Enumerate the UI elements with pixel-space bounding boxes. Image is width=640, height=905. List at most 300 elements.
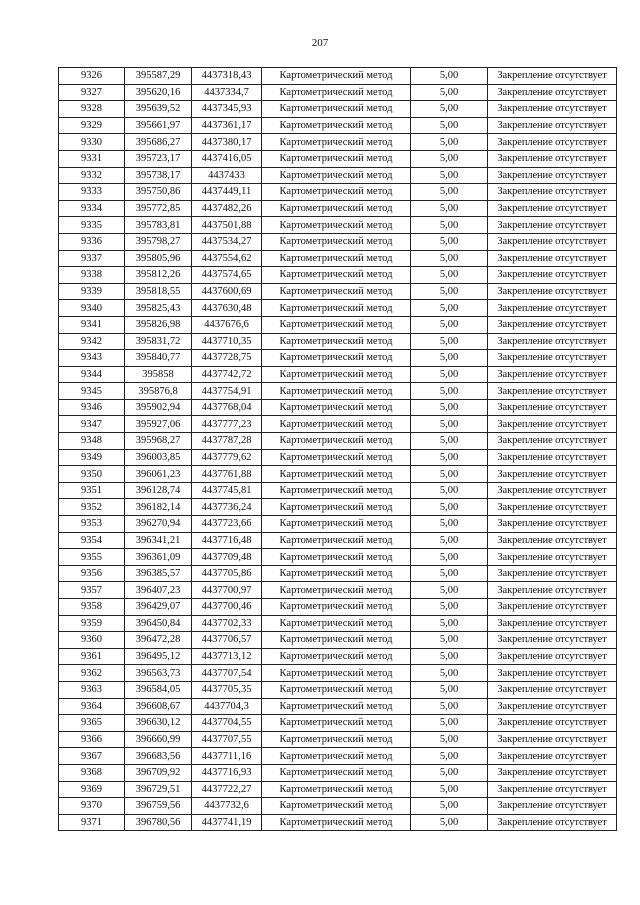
y-coordinate-cell: 4437704,3 xyxy=(192,698,262,715)
accuracy-cell: 5,00 xyxy=(411,134,488,151)
x-coordinate-cell: 396608,67 xyxy=(125,698,192,715)
fixation-cell: Закрепление отсутствует xyxy=(488,101,617,118)
method-cell: Картометрический метод xyxy=(262,217,411,234)
point-number-cell: 9365 xyxy=(59,715,125,732)
x-coordinate-cell: 396407,23 xyxy=(125,582,192,599)
point-number-cell: 9354 xyxy=(59,532,125,549)
accuracy-cell: 5,00 xyxy=(411,316,488,333)
y-coordinate-cell: 4437710,35 xyxy=(192,333,262,350)
point-number-cell: 9345 xyxy=(59,383,125,400)
method-cell: Картометрический метод xyxy=(262,748,411,765)
table-row xyxy=(59,250,617,267)
accuracy-cell: 5,00 xyxy=(411,814,488,831)
y-coordinate-cell: 4437702,33 xyxy=(192,615,262,632)
table-row xyxy=(59,532,617,549)
method-cell: Картометрический метод xyxy=(262,516,411,533)
method-cell: Картометрический метод xyxy=(262,565,411,582)
accuracy-cell: 5,00 xyxy=(411,101,488,118)
table-row xyxy=(59,798,617,815)
method-cell: Картометрический метод xyxy=(262,615,411,632)
table-row xyxy=(59,416,617,433)
y-coordinate-cell: 4437713,12 xyxy=(192,648,262,665)
table-row xyxy=(59,632,617,649)
y-coordinate-cell: 4437534,27 xyxy=(192,233,262,250)
x-coordinate-cell: 395661,97 xyxy=(125,117,192,134)
fixation-cell: Закрепление отсутствует xyxy=(488,599,617,616)
point-number-cell: 9326 xyxy=(59,68,125,85)
method-cell: Картометрический метод xyxy=(262,482,411,499)
accuracy-cell: 5,00 xyxy=(411,449,488,466)
table-row xyxy=(59,217,617,234)
y-coordinate-cell: 4437501,88 xyxy=(192,217,262,234)
accuracy-cell: 5,00 xyxy=(411,250,488,267)
x-coordinate-cell: 395840,77 xyxy=(125,350,192,367)
accuracy-cell: 5,00 xyxy=(411,466,488,483)
x-coordinate-cell: 395818,55 xyxy=(125,283,192,300)
x-coordinate-cell: 395686,27 xyxy=(125,134,192,151)
accuracy-cell: 5,00 xyxy=(411,383,488,400)
table-row xyxy=(59,316,617,333)
table-row xyxy=(59,399,617,416)
accuracy-cell: 5,00 xyxy=(411,764,488,781)
fixation-cell: Закрепление отсутствует xyxy=(488,416,617,433)
y-coordinate-cell: 4437709,48 xyxy=(192,549,262,566)
point-number-cell: 9329 xyxy=(59,117,125,134)
point-number-cell: 9342 xyxy=(59,333,125,350)
point-number-cell: 9337 xyxy=(59,250,125,267)
x-coordinate-cell: 396182,14 xyxy=(125,499,192,516)
fixation-cell: Закрепление отсутствует xyxy=(488,715,617,732)
fixation-cell: Закрепление отсутствует xyxy=(488,316,617,333)
accuracy-cell: 5,00 xyxy=(411,333,488,350)
accuracy-cell: 5,00 xyxy=(411,698,488,715)
accuracy-cell: 5,00 xyxy=(411,184,488,201)
x-coordinate-cell: 395927,06 xyxy=(125,416,192,433)
x-coordinate-cell: 395738,17 xyxy=(125,167,192,184)
accuracy-cell: 5,00 xyxy=(411,615,488,632)
y-coordinate-cell: 4437704,55 xyxy=(192,715,262,732)
table-row xyxy=(59,383,617,400)
table-row xyxy=(59,233,617,250)
point-number-cell: 9358 xyxy=(59,599,125,616)
method-cell: Картометрический метод xyxy=(262,632,411,649)
fixation-cell: Закрепление отсутствует xyxy=(488,748,617,765)
point-number-cell: 9364 xyxy=(59,698,125,715)
method-cell: Картометрический метод xyxy=(262,665,411,682)
y-coordinate-cell: 4437574,65 xyxy=(192,267,262,284)
method-cell: Картометрический метод xyxy=(262,399,411,416)
x-coordinate-cell: 396660,99 xyxy=(125,731,192,748)
x-coordinate-cell: 395805,96 xyxy=(125,250,192,267)
point-number-cell: 9361 xyxy=(59,648,125,665)
y-coordinate-cell: 4437761,88 xyxy=(192,466,262,483)
fixation-cell: Закрепление отсутствует xyxy=(488,731,617,748)
fixation-cell: Закрепление отсутствует xyxy=(488,84,617,101)
method-cell: Картометрический метод xyxy=(262,84,411,101)
accuracy-cell: 5,00 xyxy=(411,798,488,815)
point-number-cell: 9336 xyxy=(59,233,125,250)
table-row xyxy=(59,582,617,599)
point-number-cell: 9362 xyxy=(59,665,125,682)
method-cell: Картометрический метод xyxy=(262,267,411,284)
table-row xyxy=(59,184,617,201)
x-coordinate-cell: 396061,23 xyxy=(125,466,192,483)
accuracy-cell: 5,00 xyxy=(411,366,488,383)
fixation-cell: Закрепление отсутствует xyxy=(488,549,617,566)
y-coordinate-cell: 4437334,7 xyxy=(192,84,262,101)
point-number-cell: 9353 xyxy=(59,516,125,533)
x-coordinate-cell: 396780,56 xyxy=(125,814,192,831)
y-coordinate-cell: 4437630,48 xyxy=(192,300,262,317)
fixation-cell: Закрепление отсутствует xyxy=(488,632,617,649)
method-cell: Картометрический метод xyxy=(262,731,411,748)
x-coordinate-cell: 396128,74 xyxy=(125,482,192,499)
accuracy-cell: 5,00 xyxy=(411,416,488,433)
x-coordinate-cell: 396385,57 xyxy=(125,565,192,582)
fixation-cell: Закрепление отсутствует xyxy=(488,184,617,201)
point-number-cell: 9352 xyxy=(59,499,125,516)
method-cell: Картометрический метод xyxy=(262,433,411,450)
accuracy-cell: 5,00 xyxy=(411,217,488,234)
y-coordinate-cell: 4437707,55 xyxy=(192,731,262,748)
table-row xyxy=(59,84,617,101)
y-coordinate-cell: 4437380,17 xyxy=(192,134,262,151)
x-coordinate-cell: 396361,09 xyxy=(125,549,192,566)
x-coordinate-cell: 395902,94 xyxy=(125,399,192,416)
table-row xyxy=(59,433,617,450)
y-coordinate-cell: 4437482,26 xyxy=(192,200,262,217)
y-coordinate-cell: 4437449,11 xyxy=(192,184,262,201)
table-row xyxy=(59,134,617,151)
accuracy-cell: 5,00 xyxy=(411,433,488,450)
accuracy-cell: 5,00 xyxy=(411,68,488,85)
accuracy-cell: 5,00 xyxy=(411,84,488,101)
point-number-cell: 9328 xyxy=(59,101,125,118)
fixation-cell: Закрепление отсутствует xyxy=(488,764,617,781)
point-number-cell: 9340 xyxy=(59,300,125,317)
point-number-cell: 9366 xyxy=(59,731,125,748)
x-coordinate-cell: 396630,12 xyxy=(125,715,192,732)
fixation-cell: Закрепление отсутствует xyxy=(488,499,617,516)
accuracy-cell: 5,00 xyxy=(411,482,488,499)
point-number-cell: 9347 xyxy=(59,416,125,433)
y-coordinate-cell: 4437723,66 xyxy=(192,516,262,533)
y-coordinate-cell: 4437600,69 xyxy=(192,283,262,300)
accuracy-cell: 5,00 xyxy=(411,665,488,682)
point-number-cell: 9363 xyxy=(59,681,125,698)
accuracy-cell: 5,00 xyxy=(411,233,488,250)
fixation-cell: Закрепление отсутствует xyxy=(488,117,617,134)
x-coordinate-cell: 395812,26 xyxy=(125,267,192,284)
fixation-cell: Закрепление отсутствует xyxy=(488,516,617,533)
point-number-cell: 9369 xyxy=(59,781,125,798)
point-number-cell: 9331 xyxy=(59,150,125,167)
x-coordinate-cell: 395831,72 xyxy=(125,333,192,350)
x-coordinate-cell: 395798,27 xyxy=(125,233,192,250)
method-cell: Картометрический метод xyxy=(262,350,411,367)
accuracy-cell: 5,00 xyxy=(411,150,488,167)
fixation-cell: Закрепление отсутствует xyxy=(488,532,617,549)
x-coordinate-cell: 395858 xyxy=(125,366,192,383)
table-row xyxy=(59,665,617,682)
y-coordinate-cell: 4437705,86 xyxy=(192,565,262,582)
table-row xyxy=(59,748,617,765)
accuracy-cell: 5,00 xyxy=(411,565,488,582)
point-number-cell: 9343 xyxy=(59,350,125,367)
table-row xyxy=(59,565,617,582)
x-coordinate-cell: 395826,98 xyxy=(125,316,192,333)
fixation-cell: Закрепление отсутствует xyxy=(488,615,617,632)
accuracy-cell: 5,00 xyxy=(411,267,488,284)
method-cell: Картометрический метод xyxy=(262,200,411,217)
point-number-cell: 9355 xyxy=(59,549,125,566)
point-number-cell: 9335 xyxy=(59,217,125,234)
accuracy-cell: 5,00 xyxy=(411,167,488,184)
fixation-cell: Закрепление отсутствует xyxy=(488,449,617,466)
method-cell: Картометрический метод xyxy=(262,499,411,516)
fixation-cell: Закрепление отсутствует xyxy=(488,383,617,400)
method-cell: Картометрический метод xyxy=(262,184,411,201)
table-row xyxy=(59,814,617,831)
method-cell: Картометрический метод xyxy=(262,101,411,118)
y-coordinate-cell: 4437732,6 xyxy=(192,798,262,815)
method-cell: Картометрический метод xyxy=(262,798,411,815)
point-number-cell: 9368 xyxy=(59,764,125,781)
x-coordinate-cell: 395620,16 xyxy=(125,84,192,101)
table-row xyxy=(59,101,617,118)
table-row xyxy=(59,150,617,167)
x-coordinate-cell: 396341,21 xyxy=(125,532,192,549)
fixation-cell: Закрепление отсутствует xyxy=(488,665,617,682)
fixation-cell: Закрепление отсутствует xyxy=(488,565,617,582)
y-coordinate-cell: 4437433 xyxy=(192,167,262,184)
method-cell: Картометрический метод xyxy=(262,698,411,715)
method-cell: Картометрический метод xyxy=(262,366,411,383)
y-coordinate-cell: 4437736,24 xyxy=(192,499,262,516)
fixation-cell: Закрепление отсутствует xyxy=(488,167,617,184)
accuracy-cell: 5,00 xyxy=(411,549,488,566)
table-row xyxy=(59,681,617,698)
point-number-cell: 9356 xyxy=(59,565,125,582)
y-coordinate-cell: 4437716,48 xyxy=(192,532,262,549)
method-cell: Картометрический метод xyxy=(262,781,411,798)
x-coordinate-cell: 396495,12 xyxy=(125,648,192,665)
y-coordinate-cell: 4437705,35 xyxy=(192,681,262,698)
coordinates-table xyxy=(58,67,617,831)
x-coordinate-cell: 395772,85 xyxy=(125,200,192,217)
point-number-cell: 9341 xyxy=(59,316,125,333)
fixation-cell: Закрепление отсутствует xyxy=(488,333,617,350)
x-coordinate-cell: 395723,17 xyxy=(125,150,192,167)
x-coordinate-cell: 395876,8 xyxy=(125,383,192,400)
x-coordinate-cell: 396584,05 xyxy=(125,681,192,698)
table-row xyxy=(59,549,617,566)
fixation-cell: Закрепление отсутствует xyxy=(488,267,617,284)
y-coordinate-cell: 4437745,81 xyxy=(192,482,262,499)
y-coordinate-cell: 4437768,04 xyxy=(192,399,262,416)
y-coordinate-cell: 4437787,28 xyxy=(192,433,262,450)
x-coordinate-cell: 395783,81 xyxy=(125,217,192,234)
accuracy-cell: 5,00 xyxy=(411,300,488,317)
method-cell: Картометрический метод xyxy=(262,466,411,483)
x-coordinate-cell: 395750,86 xyxy=(125,184,192,201)
table-row xyxy=(59,482,617,499)
table-row xyxy=(59,117,617,134)
point-number-cell: 9350 xyxy=(59,466,125,483)
fixation-cell: Закрепление отсутствует xyxy=(488,433,617,450)
table-row xyxy=(59,698,617,715)
fixation-cell: Закрепление отсутствует xyxy=(488,482,617,499)
table-row xyxy=(59,366,617,383)
method-cell: Картометрический метод xyxy=(262,150,411,167)
fixation-cell: Закрепление отсутствует xyxy=(488,300,617,317)
accuracy-cell: 5,00 xyxy=(411,681,488,698)
y-coordinate-cell: 4437676,6 xyxy=(192,316,262,333)
point-number-cell: 9370 xyxy=(59,798,125,815)
x-coordinate-cell: 396270,94 xyxy=(125,516,192,533)
y-coordinate-cell: 4437777,23 xyxy=(192,416,262,433)
y-coordinate-cell: 4437700,97 xyxy=(192,582,262,599)
fixation-cell: Закрепление отсутствует xyxy=(488,233,617,250)
y-coordinate-cell: 4437741,19 xyxy=(192,814,262,831)
y-coordinate-cell: 4437345,93 xyxy=(192,101,262,118)
coordinates-table-body xyxy=(59,68,617,831)
table-row xyxy=(59,615,617,632)
y-coordinate-cell: 4437707,54 xyxy=(192,665,262,682)
table-row xyxy=(59,764,617,781)
accuracy-cell: 5,00 xyxy=(411,715,488,732)
fixation-cell: Закрепление отсутствует xyxy=(488,648,617,665)
method-cell: Картометрический метод xyxy=(262,233,411,250)
point-number-cell: 9334 xyxy=(59,200,125,217)
page-number: 207 xyxy=(311,37,329,49)
method-cell: Картометрический метод xyxy=(262,416,411,433)
fixation-cell: Закрепление отсутствует xyxy=(488,200,617,217)
x-coordinate-cell: 396709,92 xyxy=(125,764,192,781)
x-coordinate-cell: 396729,51 xyxy=(125,781,192,798)
accuracy-cell: 5,00 xyxy=(411,731,488,748)
x-coordinate-cell: 395587,29 xyxy=(125,68,192,85)
method-cell: Картометрический метод xyxy=(262,599,411,616)
accuracy-cell: 5,00 xyxy=(411,499,488,516)
y-coordinate-cell: 4437711,16 xyxy=(192,748,262,765)
table-row xyxy=(59,200,617,217)
method-cell: Картометрический метод xyxy=(262,300,411,317)
y-coordinate-cell: 4437361,17 xyxy=(192,117,262,134)
fixation-cell: Закрепление отсутствует xyxy=(488,582,617,599)
accuracy-cell: 5,00 xyxy=(411,200,488,217)
fixation-cell: Закрепление отсутствует xyxy=(488,68,617,85)
x-coordinate-cell: 396472,28 xyxy=(125,632,192,649)
y-coordinate-cell: 4437700,46 xyxy=(192,599,262,616)
fixation-cell: Закрепление отсутствует xyxy=(488,681,617,698)
fixation-cell: Закрепление отсутствует xyxy=(488,466,617,483)
fixation-cell: Закрепление отсутствует xyxy=(488,217,617,234)
y-coordinate-cell: 4437706,57 xyxy=(192,632,262,649)
point-number-cell: 9357 xyxy=(59,582,125,599)
point-number-cell: 9371 xyxy=(59,814,125,831)
accuracy-cell: 5,00 xyxy=(411,283,488,300)
table-row xyxy=(59,516,617,533)
fixation-cell: Закрепление отсутствует xyxy=(488,781,617,798)
accuracy-cell: 5,00 xyxy=(411,350,488,367)
method-cell: Картометрический метод xyxy=(262,449,411,466)
method-cell: Картометрический метод xyxy=(262,715,411,732)
point-number-cell: 9338 xyxy=(59,267,125,284)
table-row xyxy=(59,333,617,350)
fixation-cell: Закрепление отсутствует xyxy=(488,698,617,715)
point-number-cell: 9330 xyxy=(59,134,125,151)
method-cell: Картометрический метод xyxy=(262,250,411,267)
accuracy-cell: 5,00 xyxy=(411,781,488,798)
y-coordinate-cell: 4437779,62 xyxy=(192,449,262,466)
fixation-cell: Закрепление отсутствует xyxy=(488,798,617,815)
accuracy-cell: 5,00 xyxy=(411,599,488,616)
accuracy-cell: 5,00 xyxy=(411,532,488,549)
method-cell: Картометрический метод xyxy=(262,167,411,184)
accuracy-cell: 5,00 xyxy=(411,117,488,134)
point-number-cell: 9344 xyxy=(59,366,125,383)
x-coordinate-cell: 396003,85 xyxy=(125,449,192,466)
point-number-cell: 9339 xyxy=(59,283,125,300)
table-row xyxy=(59,300,617,317)
accuracy-cell: 5,00 xyxy=(411,648,488,665)
table-row xyxy=(59,648,617,665)
x-coordinate-cell: 395639,52 xyxy=(125,101,192,118)
method-cell: Картометрический метод xyxy=(262,549,411,566)
table-row xyxy=(59,499,617,516)
method-cell: Картометрический метод xyxy=(262,283,411,300)
point-number-cell: 9346 xyxy=(59,399,125,416)
accuracy-cell: 5,00 xyxy=(411,748,488,765)
y-coordinate-cell: 4437754,91 xyxy=(192,383,262,400)
x-coordinate-cell: 395968,27 xyxy=(125,433,192,450)
fixation-cell: Закрепление отсутствует xyxy=(488,134,617,151)
point-number-cell: 9351 xyxy=(59,482,125,499)
accuracy-cell: 5,00 xyxy=(411,399,488,416)
point-number-cell: 9359 xyxy=(59,615,125,632)
x-coordinate-cell: 396450,84 xyxy=(125,615,192,632)
y-coordinate-cell: 4437722,27 xyxy=(192,781,262,798)
table-row xyxy=(59,449,617,466)
fixation-cell: Закрепление отсутствует xyxy=(488,399,617,416)
y-coordinate-cell: 4437742,72 xyxy=(192,366,262,383)
method-cell: Картометрический метод xyxy=(262,68,411,85)
table-row xyxy=(59,715,617,732)
method-cell: Картометрический метод xyxy=(262,316,411,333)
point-number-cell: 9348 xyxy=(59,433,125,450)
table-row xyxy=(59,68,617,85)
fixation-cell: Закрепление отсутствует xyxy=(488,283,617,300)
point-number-cell: 9327 xyxy=(59,84,125,101)
accuracy-cell: 5,00 xyxy=(411,632,488,649)
table-row xyxy=(59,167,617,184)
method-cell: Картометрический метод xyxy=(262,383,411,400)
fixation-cell: Закрепление отсутствует xyxy=(488,250,617,267)
y-coordinate-cell: 4437318,43 xyxy=(192,68,262,85)
x-coordinate-cell: 396759,56 xyxy=(125,798,192,815)
method-cell: Картометрический метод xyxy=(262,764,411,781)
method-cell: Картометрический метод xyxy=(262,333,411,350)
accuracy-cell: 5,00 xyxy=(411,582,488,599)
table-row xyxy=(59,283,617,300)
x-coordinate-cell: 396429,07 xyxy=(125,599,192,616)
method-cell: Картометрический метод xyxy=(262,532,411,549)
method-cell: Картометрический метод xyxy=(262,117,411,134)
method-cell: Картометрический метод xyxy=(262,814,411,831)
method-cell: Картометрический метод xyxy=(262,681,411,698)
point-number-cell: 9349 xyxy=(59,449,125,466)
